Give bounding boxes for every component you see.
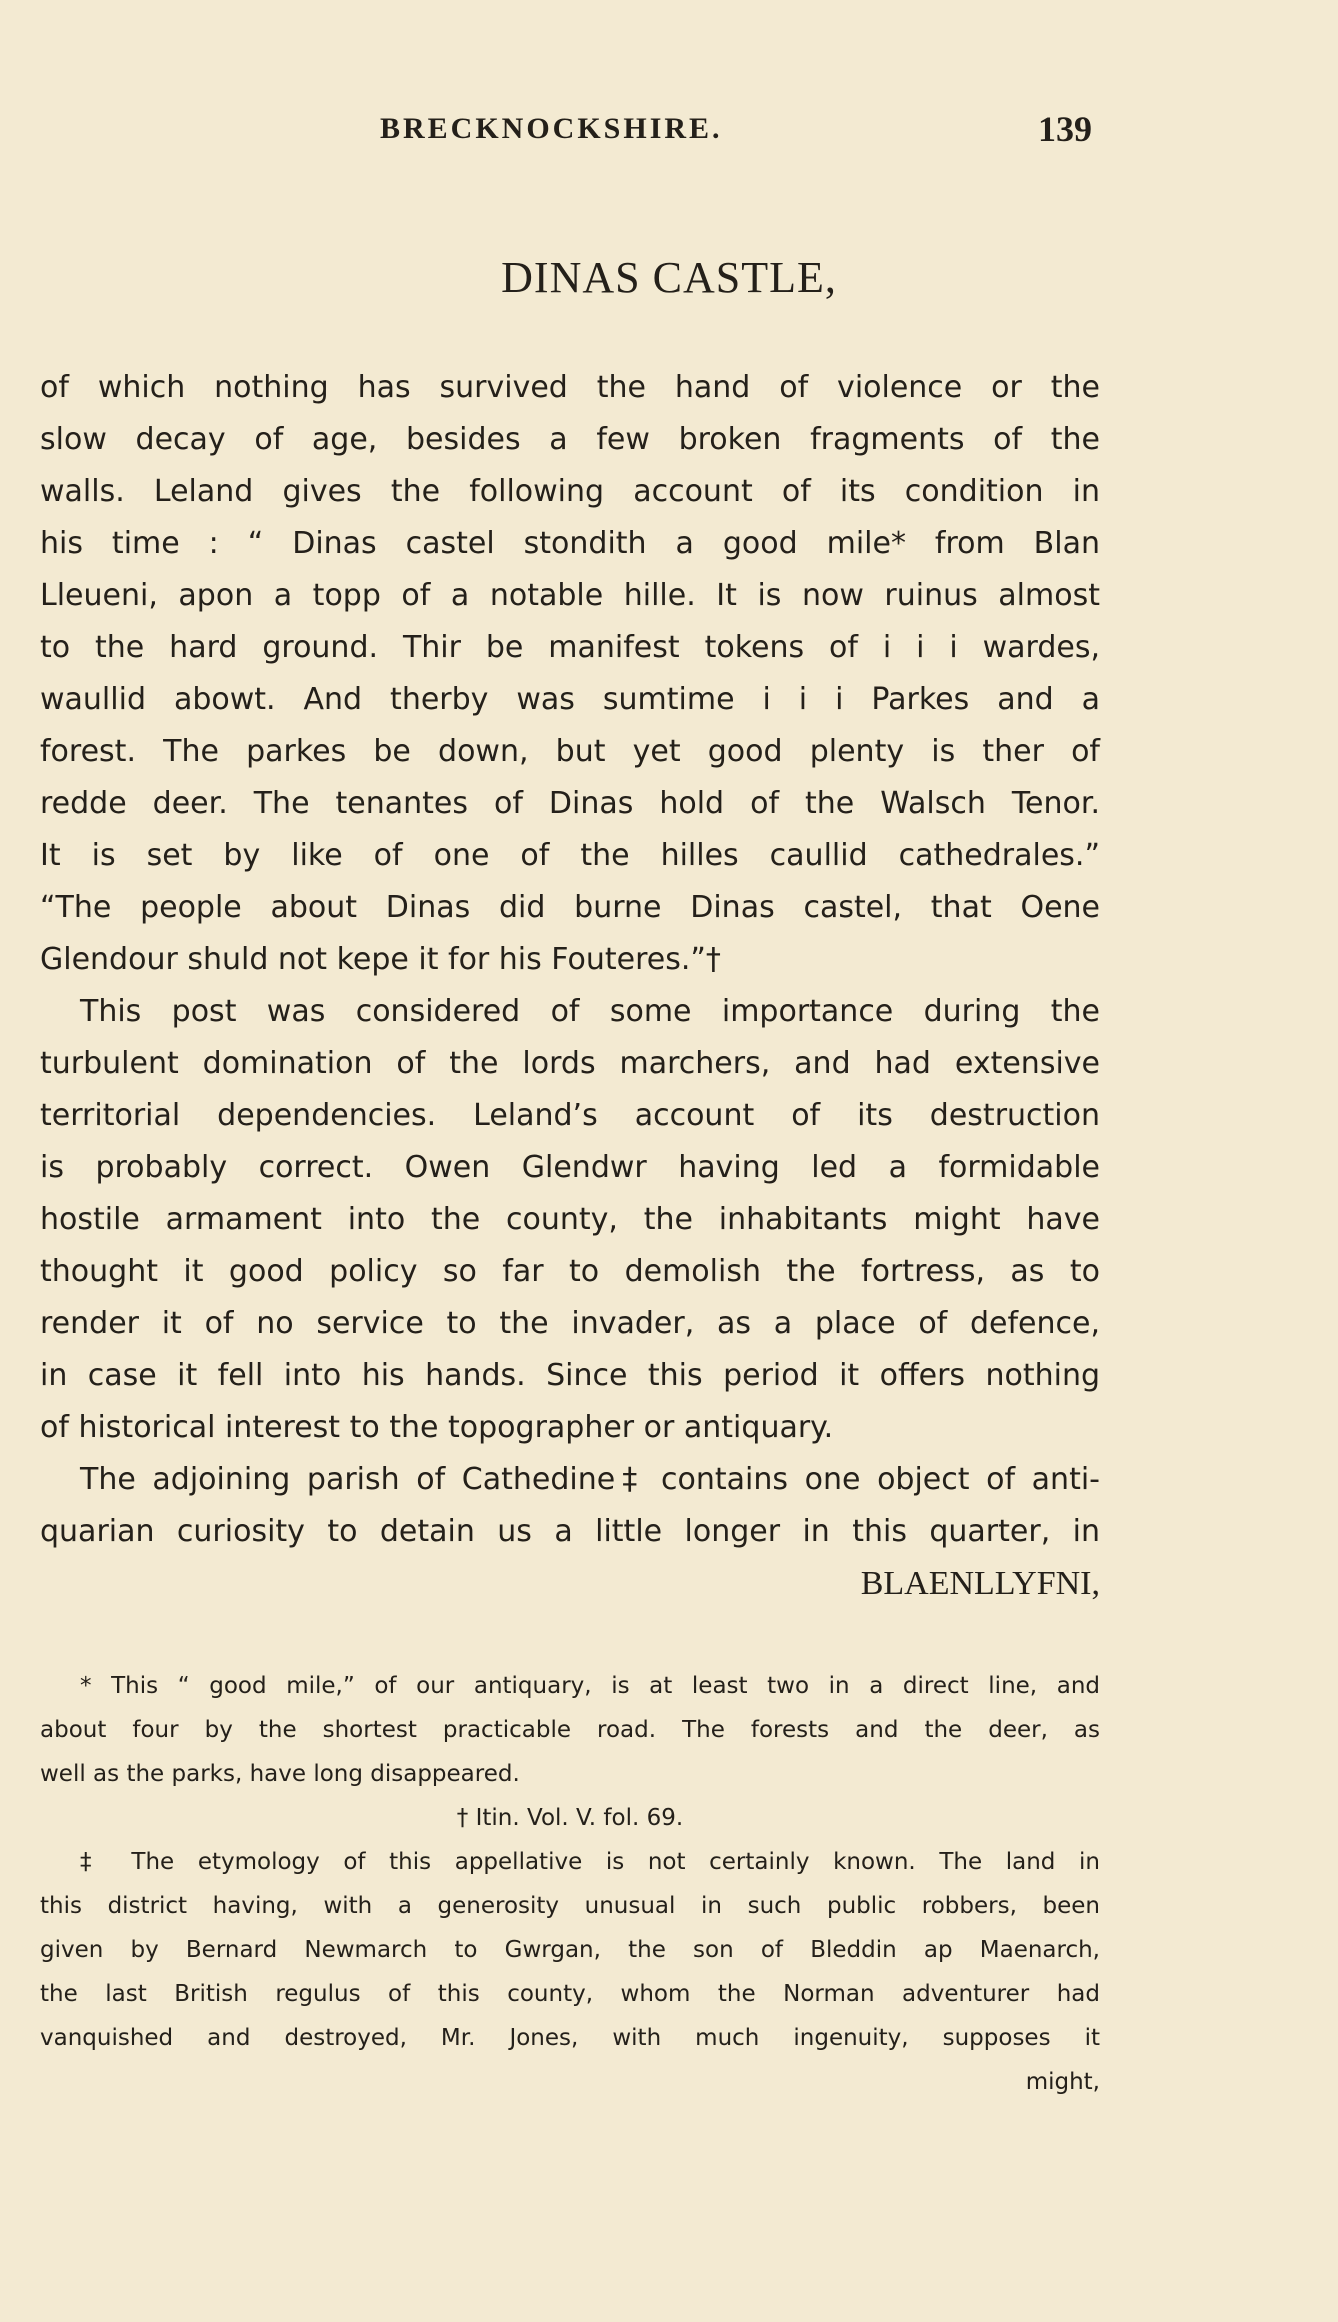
body-line: territorial dependencies. Leland’s account of its destruction xyxy=(40,1098,1100,1133)
body-line: Glendour shuld not kepe it for his Fouteres.”† xyxy=(40,942,721,977)
body-line: forest. The parkes be down, but yet good plenty is ther of xyxy=(40,734,1100,769)
page-number: 139 xyxy=(1038,109,1092,149)
body-line: to the hard ground. Thir be manifest tokens of i i i wardes, xyxy=(40,630,1100,665)
body-line: in case it fell into his hands. Since this period it offers nothing xyxy=(40,1358,1100,1393)
body-line: This post was considered of some importance during the xyxy=(80,994,1100,1029)
body-line: his time : “ Dinas castel stondith a good mile* from Blan xyxy=(40,526,1100,561)
footnote-catchword: might, xyxy=(1025,2069,1100,2095)
body-line: turbulent domination of the lords marchers, and had extensive xyxy=(40,1046,1100,1081)
body-line: thought it good policy so far to demolish the fortress, as to xyxy=(40,1254,1100,1289)
footnote-line: ‡ The etymology of this appellative is not certainly known. The land in xyxy=(80,1849,1100,1875)
footnotes xyxy=(40,1664,1100,2104)
footnote-line: this district having, with a generosity unusual in such public robbers, been xyxy=(40,1893,1100,1919)
footnote-line: * This “ good mile,” of our antiquary, is at least two in a direct line, and xyxy=(80,1673,1100,1699)
body-line: Lleueni, apon a topp of a notable hille. It is now ruinus almost xyxy=(40,578,1100,613)
body-line: waullid abowt. And therby was sumtime i i i Parkes and a xyxy=(40,682,1100,717)
section-title: DINAS CASTLE, xyxy=(501,253,837,302)
body-line: quarian curiosity to detain us a little longer in this quarter, in xyxy=(40,1514,1100,1549)
body-line: “The people about Dinas did burne Dinas castel, that Oene xyxy=(40,890,1100,925)
body-line: It is set by like of one of the hilles caullid cathedrales.” xyxy=(40,838,1100,873)
footnote-line: well as the parks, have long disappeared. xyxy=(40,1761,520,1787)
footnote-line: given by Bernard Newmarch to Gwrgan, the son of Bleddin ap Maenarch, xyxy=(40,1937,1100,1963)
body-line: slow decay of age, besides a few broken fragments of the xyxy=(40,422,1100,457)
footnote-line: the last British regulus of this county, whom the Norman adventurer had xyxy=(40,1981,1100,2007)
footnote-line: vanquished and destroyed, Mr. Jones, with much ingenuity, supposes it xyxy=(40,2025,1100,2051)
body-line: The adjoining parish of Cathedine‡ contains one object of anti- xyxy=(80,1462,1100,1497)
body-line: of historical interest to the topographer or antiquary. xyxy=(40,1410,834,1445)
catchword: BLAENLLYFNI, xyxy=(860,1565,1100,1602)
body-text xyxy=(40,362,1100,1610)
footnote-line: about four by the shortest practicable road. The forests and the deer, as xyxy=(40,1717,1100,1743)
body-line: render it of no service to the invader, as a place of defence, xyxy=(40,1306,1100,1341)
body-line: is probably correct. Owen Glendwr having led a formidable xyxy=(40,1150,1100,1185)
running-head: BRECKNOCKSHIRE. xyxy=(380,112,723,145)
body-line: redde deer. The tenantes of Dinas hold of the Walsch Tenor. xyxy=(40,786,1100,821)
body-line: walls. Leland gives the following account of its condition in xyxy=(40,474,1100,509)
body-line: hostile armament into the county, the inhabitants might have xyxy=(40,1202,1100,1237)
body-line: of which nothing has survived the hand of violence or the xyxy=(40,370,1100,405)
footnote-line: † Itin. Vol. V. fol. 69. xyxy=(456,1805,684,1831)
